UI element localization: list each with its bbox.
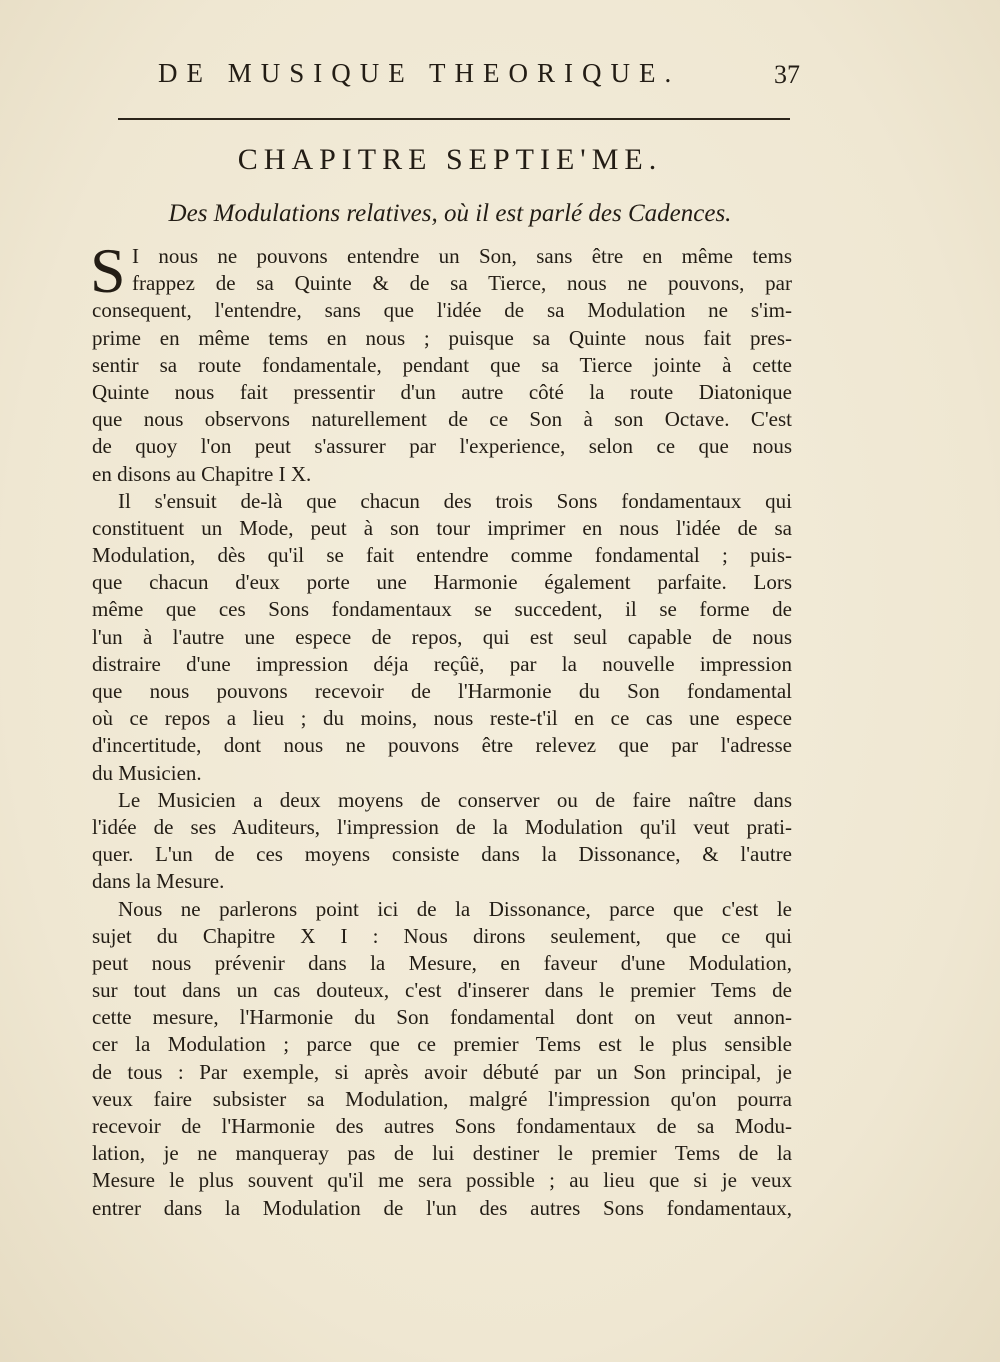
text-line: Mesure le plus souvent qu'il me sera possible ; au lieu que si je veux — [92, 1168, 792, 1193]
text-line: lation, je ne manqueray pas de lui destiner le premier Tems de la — [92, 1141, 792, 1166]
page-number: 37 — [774, 60, 800, 89]
text-line: recevoir de l'Harmonie des autres Sons fondamentaux de sa Modu- — [92, 1114, 792, 1138]
text-line: cette mesure, l'Harmonie du Son fondamental dont on veut annon- — [92, 1005, 792, 1030]
chapter-title: CHAPITRE SEPTIE'ME. — [237, 143, 663, 176]
text-line: prime en même tems en nous ; puisque sa Quinte nous fait pres- — [92, 325, 792, 350]
text-line: quer. L'un de ces moyens consiste dans la Dissonance, & l'autre — [92, 842, 792, 867]
text-line: de tous : Par exemple, si après avoir débuté par un Son principal, je — [92, 1059, 792, 1084]
text-line: en disons au Chapitre I X. — [92, 461, 312, 486]
text-line: constituent un Mode, peut à son tour imprimer en nous l'idée de sa — [92, 515, 792, 540]
text-line: que chacun d'eux porte une Harmonie également parfaite. Lors — [92, 570, 792, 595]
header-rule — [118, 118, 790, 120]
text-line: I nous ne pouvons entendre un Son, sans être en même tems — [132, 244, 792, 268]
text-line: Modulation, dès qu'il se fait entendre comme fondamental ; puis- — [92, 543, 792, 568]
text-line: Quinte nous fait pressentir d'un autre côté la route Diatonique — [92, 379, 792, 404]
text-line: l'idée de ses Auditeurs, l'impression de la Modulation qu'il veut prati- — [92, 814, 792, 839]
text-line: peut nous prévenir dans la Mesure, en faveur d'une Modulation, — [92, 950, 792, 975]
chapter-subtitle: Des Modulations relatives, où il est parlé des Cadences. — [168, 200, 732, 227]
running-title: DE MUSIQUE THEORIQUE. — [158, 58, 681, 88]
text-line: consequent, l'entendre, sans que l'idée de sa Modulation ne s'im- — [92, 298, 792, 323]
text-line: cer la Modulation ; parce que ce premier Tems est le plus sensible — [92, 1032, 792, 1057]
text-line: dans la Mesure. — [92, 869, 225, 894]
text-line: du Musicien. — [92, 760, 202, 785]
text-line: frappez de sa Quinte & de sa Tierce, nous ne pouvons, par — [132, 271, 792, 296]
text-line: que nous pouvons recevoir de l'Harmonie du Son fondamental — [92, 679, 792, 703]
text-line: sujet du Chapitre X I : Nous dirons seulement, que ce qui — [92, 923, 792, 948]
text-line: l'un à l'autre une espece de repos, qui est seul capable de nous — [92, 624, 792, 649]
text-line: distraire d'une impression déja reçûë, par la nouvelle impression — [92, 651, 792, 676]
text-line: entrer dans la Modulation de l'un des autres Sons fondamentaux, — [92, 1195, 792, 1220]
running-head — [150, 58, 800, 98]
text-line: Le Musicien a deux moyens de conserver ou de faire naître dans — [118, 787, 792, 812]
text-line: de quoy l'on peut s'assurer par l'experience, selon ce que nous — [92, 434, 792, 459]
body-text — [90, 235, 792, 1222]
text-line: Il s'ensuit de-là que chacun des trois Sons fondamentaux qui — [118, 488, 792, 513]
text-line: que nous observons naturellement de ce Son à son Octave. C'est — [92, 407, 792, 432]
text-line: veux faire subsister sa Modulation, malgré l'impression qu'on pourra — [92, 1086, 792, 1111]
text-line: Nous ne parlerons point ici de la Dissonance, parce que c'est le — [118, 896, 792, 921]
text-line: sentir sa route fondamentale, pendant que sa Tierce jointe à cette — [92, 352, 792, 377]
text-line: même que ces Sons fondamentaux se succedent, il se forme de — [92, 597, 792, 622]
text-line: d'incertitude, dont nous ne pouvons être relevez que par l'adresse — [92, 733, 792, 758]
text-line: où ce repos a lieu ; du moins, nous reste-t'il en ce cas une espece — [92, 706, 792, 731]
drop-cap: S — [90, 235, 126, 306]
text-line: sur tout dans un cas douteux, c'est d'inserer dans le premier Tems de — [92, 978, 792, 1003]
